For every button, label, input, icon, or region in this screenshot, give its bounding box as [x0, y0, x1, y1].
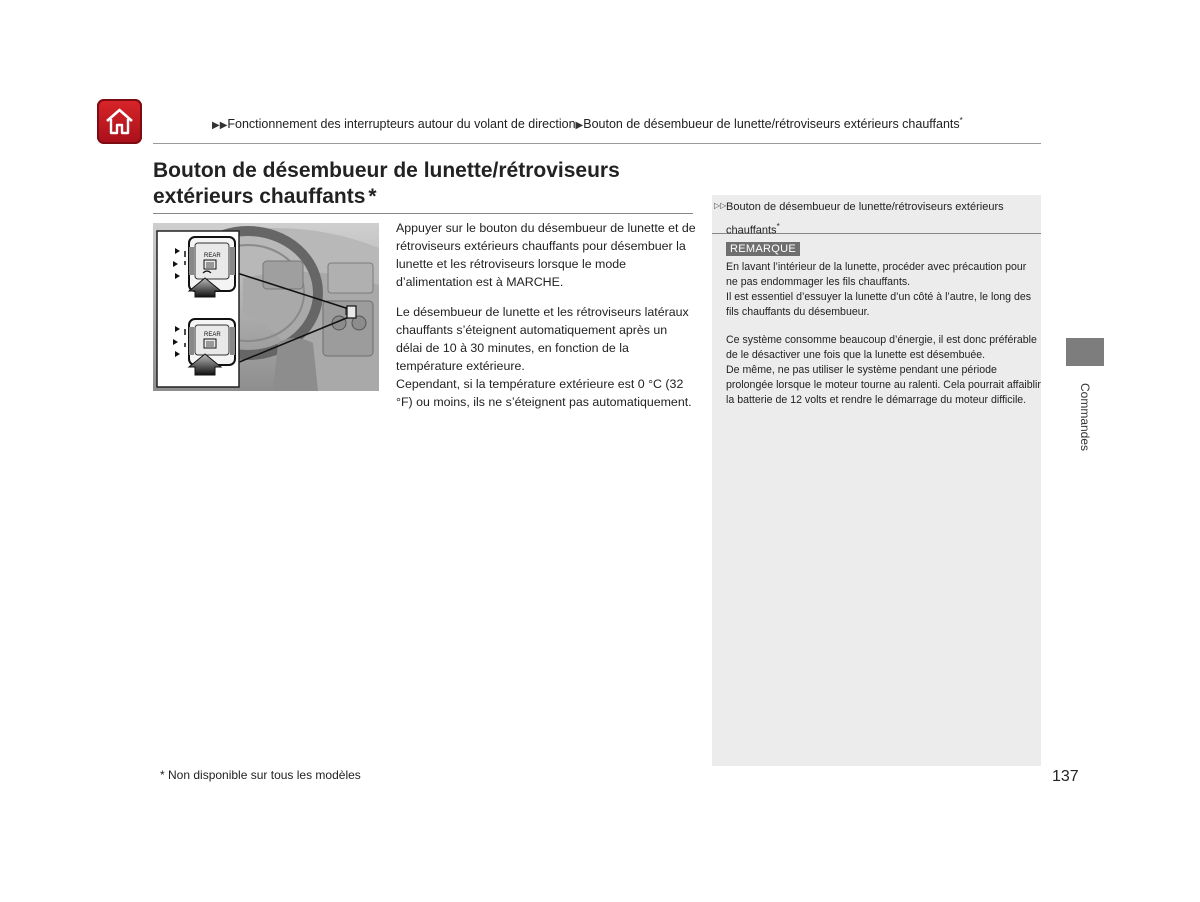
footnote: * Non disponible sur tous les modèles: [160, 768, 361, 782]
page-title: [153, 158, 693, 210]
header-divider: [153, 143, 1041, 144]
home-icon: [103, 105, 136, 138]
breadcrumb-link-switches[interactable]: Fonctionnement des interrupteurs autour du volant de direction: [227, 117, 576, 132]
note-wiping: Il est essentiel d’essuyer la lunette d’un côté à l’autre, le long des fils chauffants du désembueur.: [726, 291, 1032, 318]
reference-arrow-icon: ▷▷: [714, 201, 727, 210]
note-badge: REMARQUE: [726, 242, 800, 256]
title-line-2: extérieurs chauffants: [153, 185, 366, 208]
rear-label-top: REAR: [204, 253, 221, 259]
title-divider: [153, 213, 693, 214]
sidebar-heading-text: Bouton de désembueur de lunette/rétroviseurs extérieurs chauffants: [726, 201, 1004, 237]
main-body-text: [396, 219, 696, 423]
rear-label-bottom: REAR: [204, 332, 221, 338]
section-tab[interactable]: [1066, 338, 1104, 366]
breadcrumb-separator: ▶: [575, 120, 584, 132]
section-tab-label: Commandes: [1078, 382, 1092, 452]
title-asterisk: *: [368, 185, 377, 208]
paragraph-usage: Appuyer sur le bouton du désembueur de lunette et de rétroviseurs extérieurs chauffants pour désembuer la lunette et les rétroviseurs lorsque le mode d’alimentation est à MARCHE.: [396, 221, 696, 289]
note-energy: Ce système consomme beaucoup d’énergie, il est donc préférable de le désactiver une fois que la lunette est désembuée.: [726, 334, 1037, 361]
note-cleaning: En lavant l’intérieur de la lunette, procéder avec précaution pour ne pas endommager les fils chauffants.: [726, 261, 1027, 288]
sidebar-notes: [726, 260, 1041, 408]
breadcrumb-arrows: ▶▶: [212, 120, 228, 132]
title-line-1: Bouton de désembueur de lunette/rétroviseurs: [153, 159, 620, 182]
breadcrumb: [212, 116, 963, 131]
breadcrumb-current: Bouton de désembueur de lunette/rétroviseurs extérieurs chauffants: [583, 117, 960, 132]
dashboard-illustration: [153, 223, 379, 391]
paragraph-exception: Cependant, si la température extérieure est 0 °C (32 °F) ou moins, ils ne s’éteignent pas automatiquement.: [396, 377, 692, 409]
sidebar-heading-asterisk: *: [776, 222, 780, 231]
home-button[interactable]: [97, 99, 142, 144]
page-number: 137: [1052, 768, 1079, 785]
sidebar-heading: [712, 195, 1041, 237]
notes-sidebar: [712, 195, 1041, 766]
paragraph-auto-off: Le désembueur de lunette et les rétroviseurs latéraux chauffants s’éteignent automatiquement après un délai de 10 à 30 minutes, en fonction de la température extérieure.: [396, 305, 689, 373]
note-idle: De même, ne pas utiliser le système pendant une période prolongée lorsque le moteur tourne au ralenti. Cela pourrait affaiblir la batterie de 12 volts et rendre le démarrage du moteur difficile.: [726, 364, 1041, 406]
breadcrumb-asterisk: *: [959, 116, 963, 125]
